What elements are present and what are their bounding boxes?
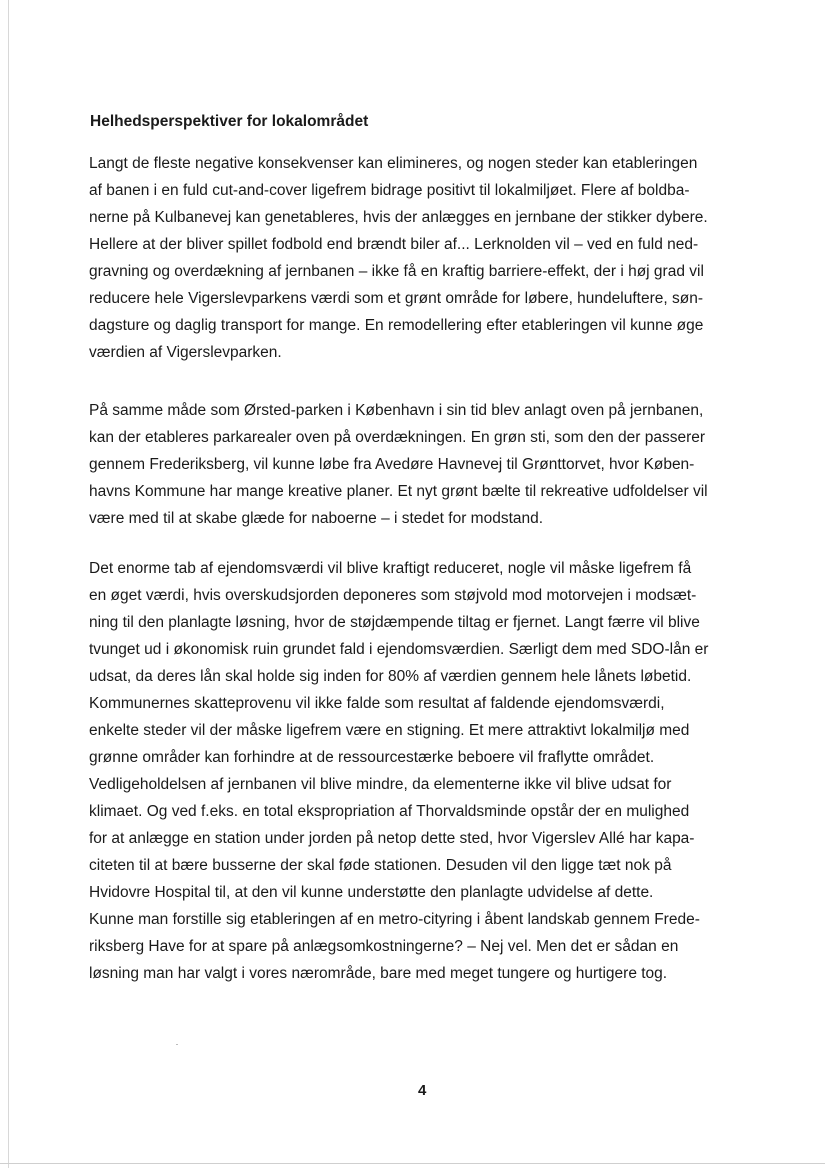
scan-speck (176, 1044, 178, 1045)
paragraph-line: reducere hele Vigerslevparkens værdi som et grønt område for løbere, hundeluftere, søn- (89, 290, 703, 307)
paragraph-line: Hvidovre Hospital til, at den vil kunne understøtte den planlagte udvidelse af dette. (89, 884, 654, 901)
paragraph-3 (89, 555, 708, 987)
paragraph-line: kan der etableres parkarealer oven på overdækningen. En grøn sti, som den der passerer (89, 429, 706, 446)
paragraph-line: løsning man har valgt i vores nærområde, bare med meget tungere og hurtigere tog. (89, 965, 668, 982)
paragraph-line: gennem Frederiksberg, vil kunne løbe fra Avedøre Havnevej til Grønttorvet, hvor Køben- (89, 456, 695, 473)
paragraph-2 (89, 397, 708, 532)
paragraph-line: en øget værdi, hvis overskudsjorden deponeres som støjvold mod motorvejen i modsæt- (89, 587, 697, 604)
paragraph-line: af banen i en fuld cut-and-cover ligefrem bidrage positivt til lokalmiljøet. Flere af boldba- (89, 182, 690, 199)
paragraph-line: nerne på Kulbanevej kan genetableres, hvis der anlægges en jernbane der stikker dybere. (89, 209, 708, 226)
paragraph-line: Kommunernes skatteprovenu vil ikke falde som resultat af faldende ejendomsværdi, (89, 695, 665, 712)
paragraph-line: grønne områder kan forhindre at de ressourcestærke beboere vil fraflytte området. (89, 749, 655, 766)
paragraph-line: enkelte steder vil der måske ligefrem være en stigning. Et mere attraktivt lokalmiljø med (89, 722, 690, 739)
paragraph-line: Det enorme tab af ejendomsværdi vil blive kraftigt reduceret, nogle vil måske ligefrem få (89, 560, 692, 577)
scan-left-edge (8, 0, 9, 1168)
paragraph-line: være med til at skabe glæde for naboerne – i stedet for modstand. (89, 510, 544, 527)
paragraph-line: havns Kommune har mange kreative planer. Et nyt grønt bælte til rekreative udfoldelser vil (89, 483, 708, 500)
paragraph-line: værdien af Vigerslevparken. (89, 344, 282, 361)
paragraph-line: citeten til at bære busserne der skal føde stationen. Desuden vil den ligge tæt nok på (89, 857, 672, 874)
paragraph-line: Hellere at der bliver spillet fodbold end brændt biler af... Lerknolden vil – ved en fuld ned- (89, 236, 699, 253)
paragraph-line: tvunget ud i økonomisk ruin grundet fald i ejendomsværdien. Særligt dem med SDO-lån er (89, 641, 709, 658)
paragraph-line: dagsture og daglig transport for mange. En remodellering efter etableringen vil kunne øge (89, 317, 704, 334)
paragraph-line: Langt de fleste negative konsekvenser kan elimineres, og nogen steder kan etableringen (89, 155, 698, 172)
paragraph-line: klimaet. Og ved f.eks. en total ekspropriation af Thorvaldsminde opstår der en mulighed (89, 803, 690, 820)
paragraph-line: gravning og overdækning af jernbanen – ikke få en kraftig barriere-effekt, der i høj grad vil (89, 263, 704, 280)
paragraph-line: for at anlægge en station under jorden på netop dette sted, hvor Vigerslev Allé har kapa- (89, 830, 695, 847)
page-number: 4 (418, 1082, 427, 1099)
scan-bottom-edge (0, 1163, 825, 1164)
paragraph-line: Kunne man forstille sig etableringen af en metro-cityring i åbent landskab gennem Frede- (89, 911, 700, 928)
section-heading: Helhedsperspektiver for lokalområdet (90, 113, 369, 130)
paragraph-1 (89, 150, 708, 366)
paragraph-line: På samme måde som Ørsted-parken i København i sin tid blev anlagt oven på jernbanen, (89, 402, 704, 419)
paragraph-line: Vedligeholdelsen af jernbanen vil blive mindre, da elementerne ikke vil blive udsat for (89, 776, 672, 793)
paragraph-line: ning til den planlagte løsning, hvor de støjdæmpende tiltag er fjernet. Langt færre vil blive (89, 614, 700, 631)
paragraph-line: udsat, da deres lån skal holde sig inden for 80% af værdien gennem hele lånets løbetid. (89, 668, 692, 685)
paragraph-line: riksberg Have for at spare på anlægsomkostningerne? – Nej vel. Men det er sådan en (89, 938, 679, 955)
